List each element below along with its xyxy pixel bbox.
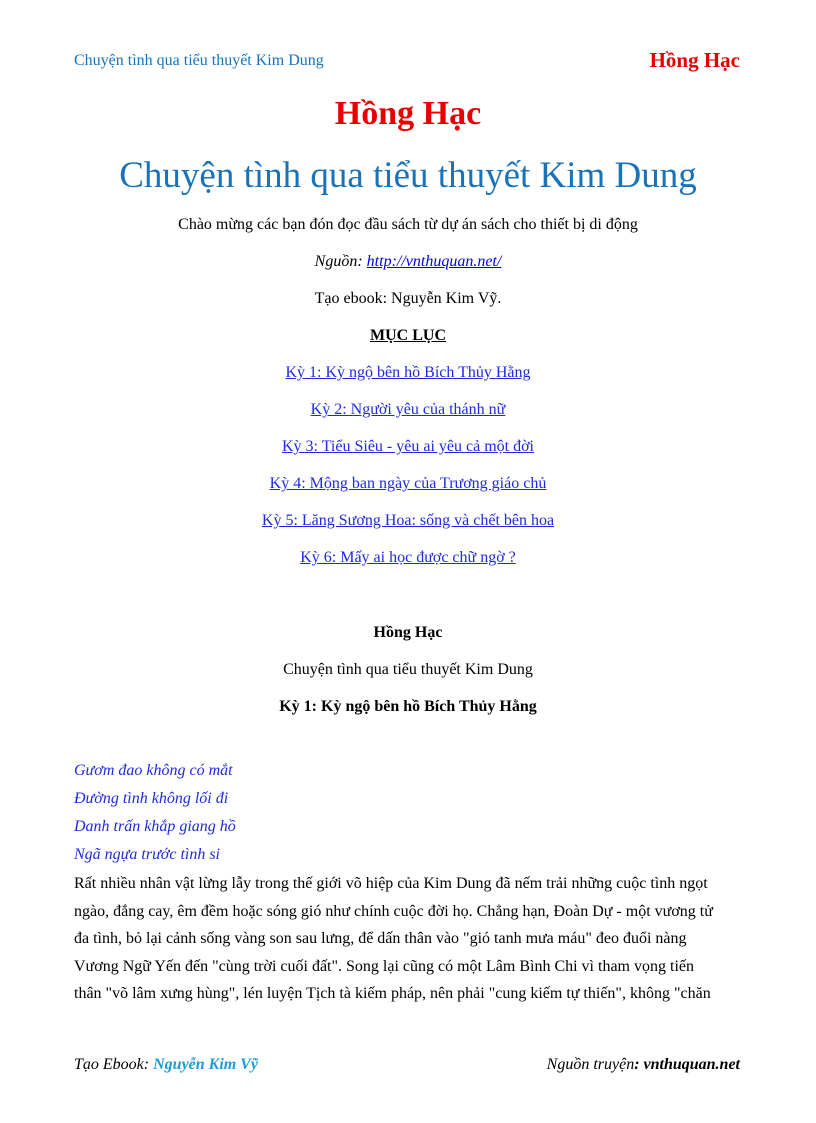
ebook-credit: Tạo ebook: Nguyễn Kim Vỹ. [314, 290, 502, 307]
poem-line: Danh trấn khắp giang hồ [74, 818, 236, 835]
chapter-heading: Kỳ 1: Kỳ ngộ bên hồ Bích Thủy Hằng [279, 698, 537, 715]
source-link[interactable]: http://vnthuquan.net/ [366, 253, 502, 270]
footer-left-label: Tạo Ebook [74, 1056, 144, 1073]
chapter-body [74, 870, 744, 1008]
footer-creator-name: Nguyễn Kim Vỹ [153, 1056, 258, 1073]
poem-line: Đường tình không lối đi [74, 790, 229, 807]
footer-source-site: vnthuquan.net [643, 1056, 740, 1073]
body-line: Rất nhiều nhân vật lừng lẫy trong thế giới võ hiệp của Kim Dung đã nếm trải những cuộc tình ngọt [74, 875, 708, 892]
source-label: Nguồn: [314, 253, 363, 270]
toc-item-5[interactable]: Kỳ 5: Lăng Sương Hoa: sống và chết bên hoa [261, 512, 555, 529]
body-line: ngào, đắng cay, êm đềm hoặc sóng gió như chính cuộc đời họ. Chẳng hạn, Đoàn Dự - một vương tử [74, 902, 713, 920]
toc-item-4[interactable]: Kỳ 4: Mộng ban ngày của Trương giáo chủ [269, 475, 547, 492]
welcome-text: Chào mừng các bạn đón đọc đầu sách từ dự án sách cho thiết bị di động [178, 216, 638, 233]
cover-title: Chuyện tình qua tiểu thuyết Kim Dung [119, 155, 697, 196]
toc-item-1[interactable]: Kỳ 1: Kỳ ngộ bên hồ Bích Thủy Hằng [285, 364, 531, 381]
header-author: Hồng Hạc [649, 48, 740, 72]
body-line: thân "võ lâm xưng hùng", lén luyện Tịch tà kiếm pháp, nên phải "cung kiếm tự thiến", không "chăn [74, 985, 711, 1003]
toc-item-3[interactable]: Kỳ 3: Tiểu Siêu - yêu ai yêu cả một đời [282, 438, 534, 455]
poem-line: Gươm đao không có mắt [74, 762, 233, 779]
source-line [0, 253, 816, 271]
toc-heading: MỤC LỤC [370, 327, 446, 344]
body-line: Vương Ngữ Yến đến "cùng trời cuối đất". Song lại cũng có một Lâm Bình Chi vì tham vọng tiến [74, 957, 694, 975]
footer-right-label: Nguồn truyện [546, 1056, 635, 1073]
body-line: đa tình, bỏ lại cảnh sống vàng son sau lưng, để dấn thân vào "gió tanh mưa máu" đeo đuổi nàng [74, 930, 687, 948]
chapter-author: Hồng Hạc [373, 624, 443, 641]
toc-item-2[interactable]: Kỳ 2: Người yêu của thánh nữ [310, 401, 506, 418]
poem-line: Ngã ngựa trước tình si [74, 846, 220, 863]
footer-source [547, 1056, 740, 1074]
footer-ebook-credit [74, 1056, 258, 1074]
header-book-title: Chuyện tình qua tiểu thuyết Kim Dung [74, 52, 324, 69]
chapter-book-title: Chuyện tình qua tiểu thuyết Kim Dung [283, 661, 533, 678]
footer-left-separator: : [143, 1056, 150, 1073]
toc-item-6[interactable]: Kỳ 6: Mấy ai học được chữ ngờ ? [300, 549, 516, 566]
cover-author: Hồng Hạc [334, 95, 482, 132]
footer-right-separator: : [634, 1056, 640, 1073]
